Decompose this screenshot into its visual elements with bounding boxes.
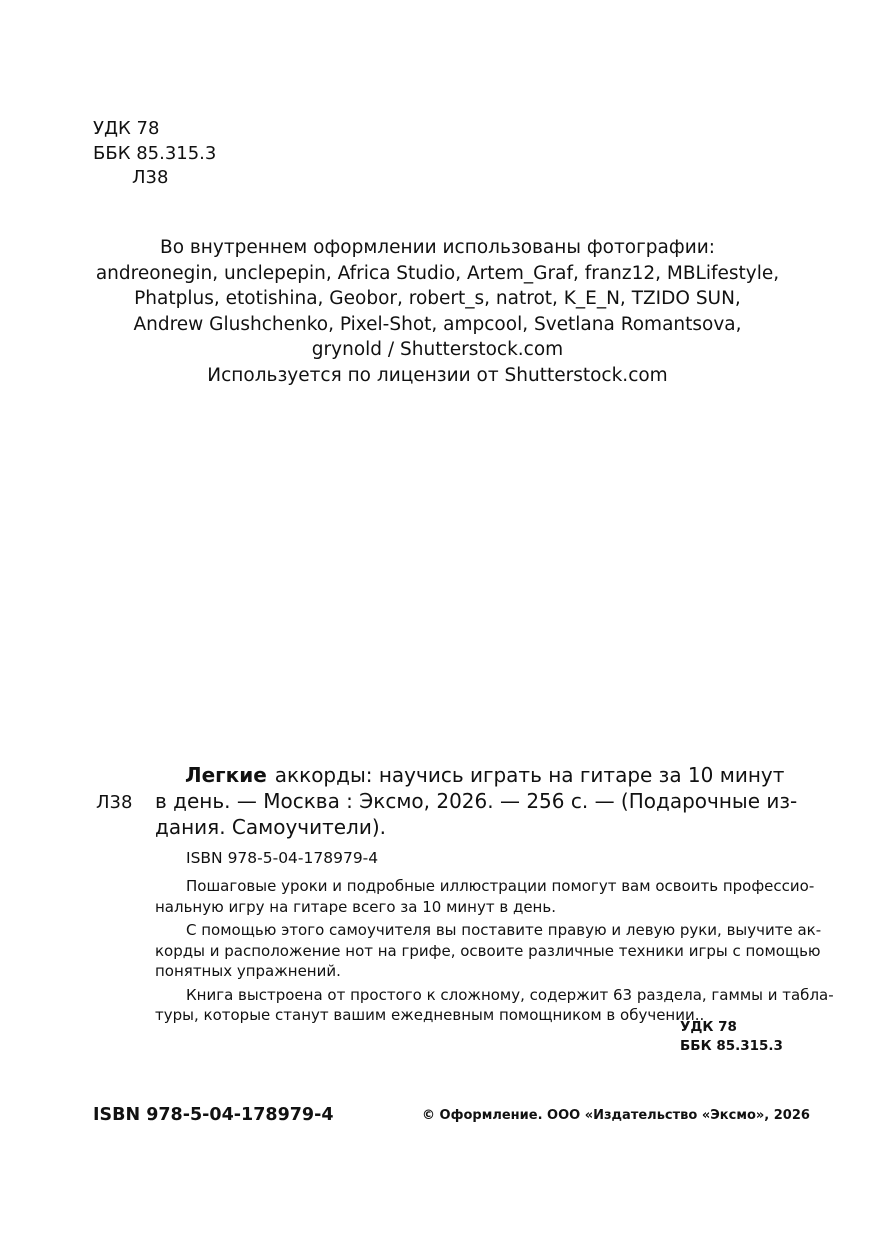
credits-line: Phatplus, etotishina, Geobor, robert_s, natrot, K_E_N, TZIDO SUN, xyxy=(134,288,741,309)
catalog-line: в день. — Москва : Эксмо, 2026. — 256 с. — (Подарочные из- xyxy=(155,789,798,813)
udk-code: УДК 78 xyxy=(680,1019,737,1035)
bbk-code: ББК 85.315.3 xyxy=(93,142,217,164)
credits-line: andreonegin, unclepepin, Africa Studio, Artem_Graf, franz12, MBLifestyle, xyxy=(95,262,780,284)
catalog-isbn: ISBN 978-5-04-178979-4 xyxy=(186,849,379,867)
author-mark: Л38 xyxy=(132,167,169,188)
classification-top xyxy=(93,117,216,191)
annotation-line: Книга выстроена от простого к сложному, содержит 63 раздела, гаммы и табла- xyxy=(186,985,834,1004)
copyright-notice: © Оформление. ООО «Издательство «Эксмо», 2026 xyxy=(422,1108,810,1123)
bbk-code: ББК 85.315.3 xyxy=(680,1037,783,1054)
udk-code: УДК 78 xyxy=(93,118,160,139)
annotation-line: нальную игру на гитаре всего за 10 минут в день. xyxy=(155,897,556,916)
annotation xyxy=(155,876,834,1026)
catalog-entry xyxy=(155,762,798,840)
annotation-line: понятных упражнений. xyxy=(155,962,341,980)
credits-line: Во внутреннем оформлении использованы фотографии: xyxy=(160,237,715,258)
credits-line: Используется по лицензии от Shutterstock.com xyxy=(207,364,668,386)
catalog-line: дания. Самоучители). xyxy=(155,815,386,839)
title-rest: аккорды: научись играть на гитаре за 10 минут xyxy=(274,763,785,787)
credits-line: grynold / Shutterstock.com xyxy=(311,339,564,360)
catalog-line xyxy=(155,762,785,788)
catalog-author-mark: Л38 xyxy=(96,792,133,813)
annotation-line: туры, которые станут вашим ежедневным помощником в обучении.. xyxy=(155,1006,705,1024)
photo-credits xyxy=(80,235,795,388)
classification-bottom xyxy=(680,1018,783,1055)
footer-isbn: ISBN 978-5-04-178979-4 xyxy=(93,1105,334,1125)
credits-line: Andrew Glushchenko, Pixel-Shot, ampcool, Svetlana Romantsova, xyxy=(133,313,742,335)
annotation-line: Пошаговые уроки и подробные иллюстрации помогут вам освоить профессио- xyxy=(186,877,815,895)
annotation-line: С помощью этого самоучителя вы поставите правую и левую руки, выучите ак- xyxy=(186,921,822,939)
annotation-line: корды и расположение нот на грифе, освоите различные техники игры с помощью xyxy=(155,941,821,960)
book-title: Легкие xyxy=(185,763,267,787)
